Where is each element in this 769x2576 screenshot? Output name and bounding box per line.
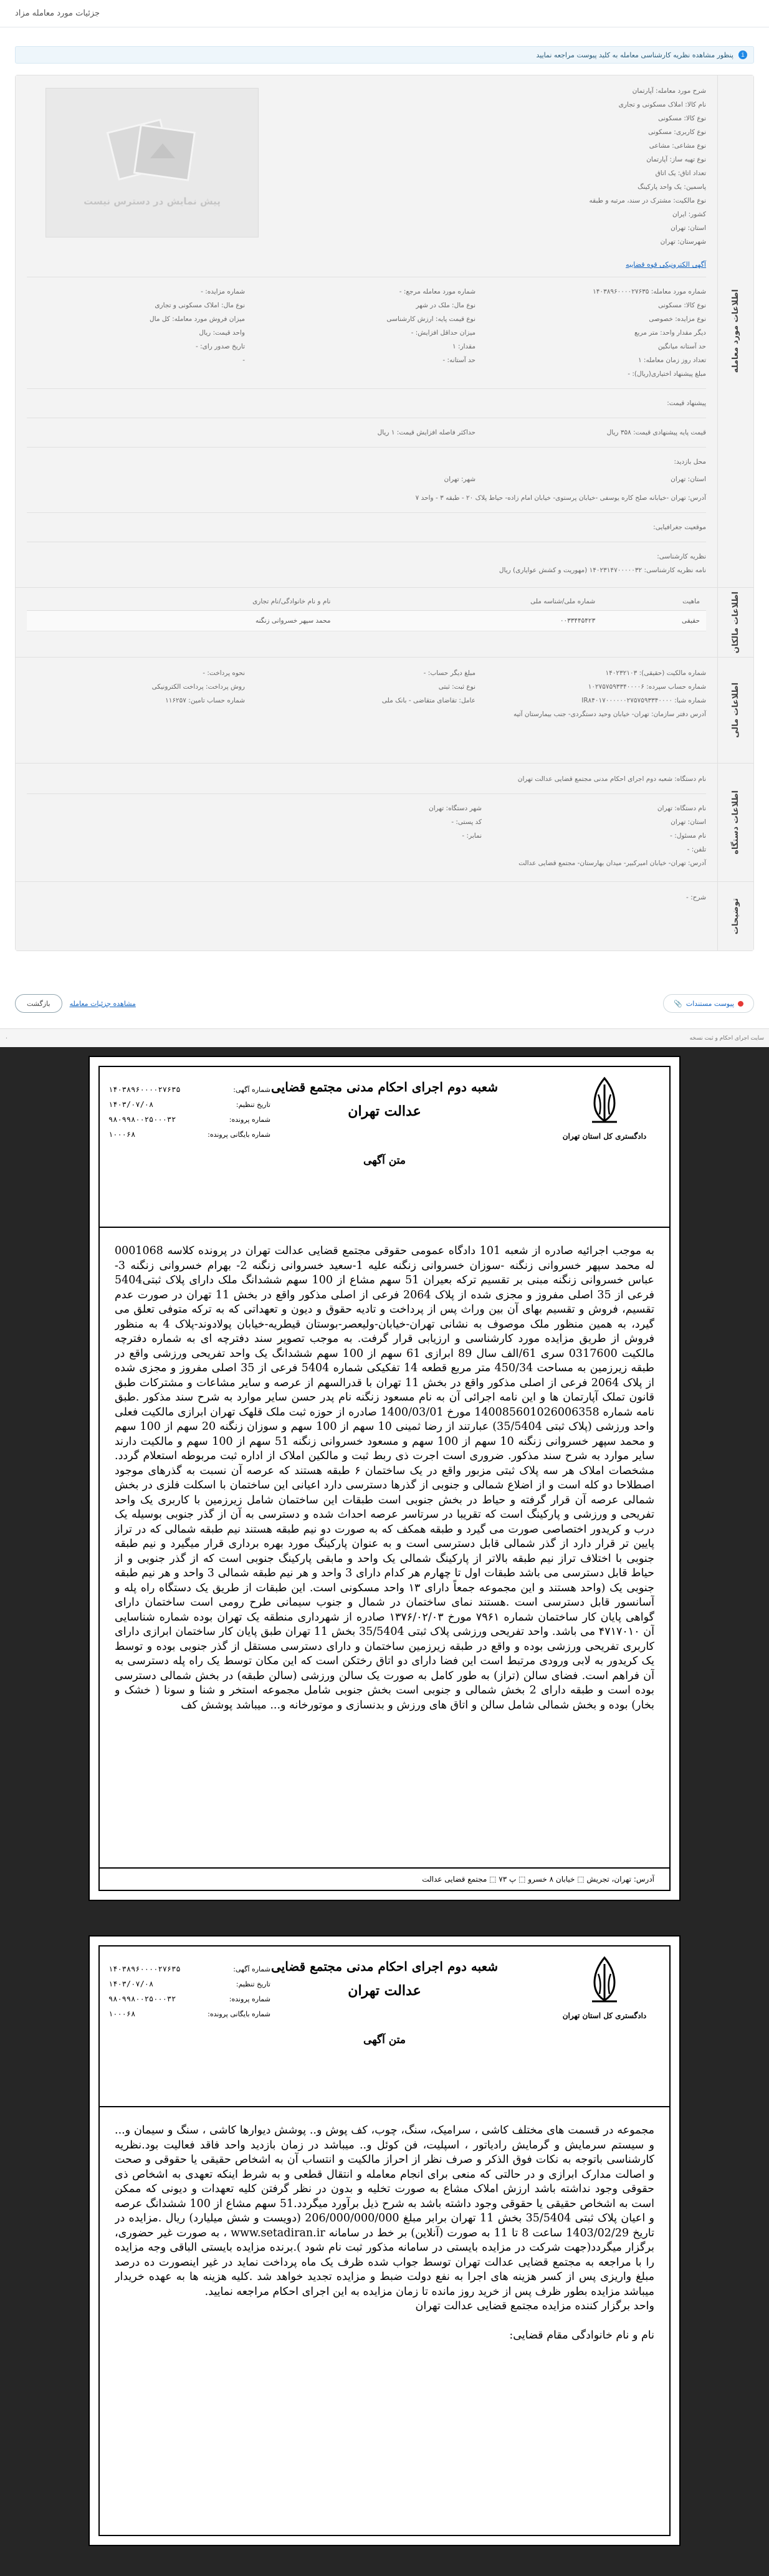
offer-label: پیشنهاد قیمت:	[667, 400, 706, 407]
meta-key: شماره بایگانی پرونده:	[208, 2009, 270, 2018]
judiciary-emblem	[555, 1955, 654, 2020]
document-meta	[108, 1082, 270, 1142]
deal-section-body	[16, 75, 717, 587]
deal-details-page	[0, 0, 769, 1035]
deal-field: واحد قیمت: ریال	[199, 329, 245, 337]
expert-notice-bar	[15, 46, 754, 64]
image-placeholder-icon	[105, 118, 199, 187]
owners-section-label-wrap	[717, 588, 753, 657]
deal-field: مبلغ پیشنهاد اختیاری(ریال): -	[628, 370, 706, 378]
deal-fields-grid	[27, 285, 706, 381]
meta-row	[108, 1976, 270, 1991]
org-field: نام دستگاه: تهران	[657, 805, 706, 812]
owners-section-label: اطلاعات مالکان	[731, 591, 740, 654]
org-section-label-wrap	[717, 764, 753, 881]
finance-field: شماره مالکیت (حقیقی): ۱۴۰۲۳۲۱۰۳	[605, 669, 706, 677]
info-icon: i	[738, 50, 747, 59]
meta-value: ۱۴۰۳۸۹۶۰۰۰۰۲۷۶۳۵	[108, 1965, 181, 1973]
document-title-block	[239, 1076, 530, 1167]
meta-row	[108, 1127, 270, 1142]
deal-field: نوع مال: ملک در شهر	[416, 302, 475, 309]
document-title: متن آگهی	[363, 2034, 406, 2046]
finance-body	[16, 658, 717, 763]
price-grid	[27, 426, 706, 439]
view-deal-details-link[interactable]: مشاهده جزئیات معامله	[69, 999, 136, 1008]
judiciary-emblem	[555, 1076, 654, 1141]
meta-value: ۱۰۰۰۶۸	[108, 1130, 136, 1139]
table-row	[27, 611, 706, 631]
meta-row	[108, 1112, 270, 1127]
meta-key: شماره پرونده:	[229, 1115, 270, 1124]
org-field: تلفن: -	[687, 846, 706, 853]
org-section	[16, 764, 753, 882]
owners-col-name: نام و نام خانوادگی/نام تجاری	[27, 593, 337, 611]
deal-field: نوع مال: املاک مسکونی و تجاری	[155, 302, 245, 309]
notes-section-label: توضیحات	[731, 898, 740, 935]
org-field: استان: تهران	[671, 818, 706, 826]
meta-key: تاریخ تنظیم:	[236, 1980, 270, 1988]
finance-field: شماره شبا: IR۸۴۰۱۷۰۰۰۰۰۰۲۷۵۷۵۹۳۳۴۰۰۰۰	[581, 697, 706, 704]
owners-section	[16, 588, 753, 658]
divider	[27, 793, 706, 794]
finance-section-label-wrap	[717, 658, 753, 763]
ads-link-wrap	[27, 257, 706, 269]
authority-name: شعبه دوم اجرای احکام مدنی مجتمع قضایی	[270, 1080, 499, 1094]
deal-field: تاریخ صدور رای: -	[195, 343, 245, 350]
deal-section-label: اطلاعات مورد معامله	[731, 289, 740, 373]
document-meta	[108, 1961, 270, 2021]
geo-location: موقعیت جغرافیایی:	[653, 524, 706, 531]
deal-section	[16, 75, 753, 588]
court-name: عدالت تهران	[348, 1983, 421, 1999]
details-panel	[15, 75, 754, 951]
footer-left-group	[15, 994, 136, 1013]
property-image-placeholder	[45, 88, 259, 237]
finance-field: روش پرداخت: پرداخت الکترونیکی	[151, 683, 245, 691]
finance-section-label: اطلاعات مالی	[731, 682, 740, 738]
strip-right-text: سایت اجرای احکام و ثبت نسخه	[689, 1035, 764, 1041]
court-name: عدالت تهران	[348, 1103, 421, 1119]
org-address: آدرس: تهران- خیابان امیرکبیر- میدان بهارستان- مجتمع قضایی عدالت	[518, 859, 706, 867]
strip-left-text: ۰	[5, 1035, 8, 1041]
meta-row	[108, 2006, 270, 2021]
property-field: استان: تهران	[671, 224, 706, 232]
owners-col-type: ماهیت	[601, 593, 706, 611]
owners-col-id: شماره ملی/شناسه ملی	[337, 593, 601, 611]
property-field: کشور: ایران	[672, 211, 706, 218]
authority-name: شعبه دوم اجرای احکام مدنی مجتمع قضایی	[270, 1959, 499, 1974]
property-field: نوع مشاعی: مشاعی	[649, 142, 706, 150]
deal-field: میزان فروش مورد معامله: کل مال	[150, 315, 245, 323]
meta-value: ۱۴۰۳/۰۷/۰۸	[108, 1100, 154, 1109]
meta-value: ۹۸۰۹۹۸۰۰۲۵۰۰۰۳۲	[108, 1994, 176, 2003]
top-bar	[0, 0, 769, 27]
court-address: آدرس: تهران، تجریش ⬚ خیابان ۸ خسرو ⬚ پ ۷۳ ⬚ مجتمع قضایی عدالت	[422, 1875, 654, 1884]
expert-file: نامه نظریه کارشناسی: ۱۴۰۲۳۱۴۷۰۰۰۰۰۳۲ (مهوریت و کشش عوایاری) ریال	[499, 567, 706, 574]
notice-body-text: مجموعه در قسمت های مختلف کاشی ، سرامیک، سنگ، چوب، کف پوش و.. پوشش دیوارها کاشی ، سنگ و سیمان و... و سیستم سرمایش و گرمایش رادیاتور ، اسپلیت، فن کوئل و.. میباشد در زمان بازدید واحد فاقد فعالیت بود.نظریه کارشناسی باتوجه به نکات فوق الذکر و صرف نظر از احراز مالکیت و انتساب آن به اشخاص حقیقی یا حقوقی و صحت و اصالت مدارک ابرازی و در حالتی که منعی برای انجام معامله و انتقال قطعی و به شرط اینکه تعهدی به اشخاص ذی حقوقی وجود نداشته باشد ارزش املاک مشاع به صورت تخلیه و بدون در نظر گرفتن کلیه تعهدات و دیونی که ممکن است به اشخاص حقیقی یا حقوقی وجود داشته باشد به شرح ذیل برآورد میگردد.51 سهم مشاع از 100 ششدانگ عرصه و اعیان پلاک ثبتی 35/5404 بخش 11 تهران برابر مبلغ 206/000/000/000 (دویست و شش میلیارد) ریال .مزایده در تاریخ 1403/02/29 ساعت 8 تا 11 به صورت (آنلاین) بر خط در سامانه www.setadiran.ir ، به صورت غیر حضوری، برگزار میگردد(جهت شرکت در مزایده بایستی در سامانه مذکور ثبت نام شود ).برنده مزایده بایستی الباقی وجه مزایده را با مراجعه به مجتمع قضایی عدالت تهران توسط جواب شده ظرف یک ماه پرداخت نماید در غیر اینصورت ده درصد مبلغ واریزی پس از کسر هزینه های اجرا به نفع دولت ضبط و مزایده تجدید خواهد شد .کلیه هزینه ها به عهده خریدار میباشد مزایده بطور ظرف پس از خرید روز مانده تا زمان مزایده به این اجرای احکام مراجعه نمایید. واحد برگزار کننده مزایده مجتمع قضایی عدالت تهران نام و نام خانوادگی مقام قضایی:	[115, 2124, 654, 2342]
owners-body	[16, 588, 717, 657]
increment: حداکثر فاصله افزایش قیمت: ۱ ریال	[377, 429, 475, 436]
property-fields	[332, 84, 706, 249]
meta-row	[108, 1082, 270, 1097]
document-viewer[interactable]	[0, 1047, 769, 2576]
alert-badge-icon	[738, 1001, 743, 1007]
judicial-ads-link[interactable]: آگهی الکترونیکی قوه قضاییه	[626, 261, 706, 269]
notes-body	[16, 882, 717, 950]
finance-field: مبلغ دیگر حساب: -	[423, 669, 475, 677]
notice-text: پنظور مشاهده نظریه کارشناسی معامله به کلید پیوست مراجعه نمایید	[536, 50, 733, 59]
meta-key: تاریخ تنظیم:	[236, 1100, 270, 1109]
meta-value: ۱۰۰۰۶۸	[108, 2009, 136, 2018]
deal-field: حد آستانه: -	[442, 357, 475, 364]
document-title-block	[239, 1955, 530, 2046]
divider	[27, 512, 706, 513]
deal-field: تعداد روز زمان معامله: ۱	[638, 357, 706, 364]
property-field: تعداد اتاق: یک اتاق	[655, 170, 706, 177]
expert-opinion: نظریه کارشناسی:	[657, 553, 706, 560]
meta-key: شماره آگهی:	[233, 1965, 270, 1973]
notice-body-text: به موجب اجرائیه صادره از شعبه 101 دادگاه عمومی حقوقی مجتمع قضایی عدالت تهران در پرونده کلاسه 0001068 له محمد سپهر خسروانی زنگنه -سوزان خسروانی زنگنه علیه 1-سعید خسروانی زنگنه 2- بهرام خسروانی زنگنه 3- عباس خسروانی زنگنه مبنی بر تقسیم ترکه بعیران 51 سهم مشاع از 100 سهم ششدانگ ملک دارای پلاک ثبتی5404 فرعی از 35 اصلی مفروز و مجزی شده از پلاک 2064 فرعی از اصلی مذکور واقع در بخش 11 تهران در صورت عدم تقسیم، فروش و تقسیم بهای آن بین وراث پس از پرداخت و تادیه حقوق و دیون و تعهداتی که به ترکه متوفی تعلق می گیرد، به همین منظور ملک موصوف به نشانی تهران-خیابان-ولیعصر-بوستان قیطریه-خیابان پولادوند-پلاک 4 به منظور فروش از طریق مزایده مورد کارشناسی و ارزیابی قرار گرفت. به موجب تصویر سند دفترچه ای به شماره دفترچه مالکیت 0317600 سری 61/الف سال 89 ابرازی 61 سهم از 100 سهم ششدانگ یک واحد تفریحی ورزشی واقع در طبقه زیرزمین به مساحت 450/34 متر مربع قطعه 14 تفکیکی شماره 5404 فرعی از 35 اصلی مفروز و مجزی شده از پلاک 2064 فرعی از اصلی مذکور واقع در بخش 11 تهران با قدرالسهم از عرصه و سایر مشاعات و مشترکات طبق قانون تملک آپارتمان ها و این نامه اجرائی آن به نام مسعود زنگنه نام پدر حسن سایر موارد به شرح سند مذکور .طبق نامه شماره 140085601026006358 مورخ 1400/03/01 صادره از حوزه ثبت ملک قلهک تهران ابرازی مالکیت فعلی واحد ورزشی (پلاک ثبتی 35/5404) عبارتند از رضا ثمینی 10 سهم از 100 سهم و سوزان زنگنه 20 سهم از 100 سهم و محمد سپهر خسروانی زنگنه 10 سهم از 100 سهم و مسعود خسروانی زنگنه 51 سهم از 100 سهم و مالکیت دارند سایر موارد به شرح سند مذکور. ضروری است اجرت ذی ربط ثبت و مالکین املاک از اداره ثبت مربوطه استعلام گردد. مشخصات املاک هر سه پلاک ثبتی مزبور واقع در یک ساختمان ۶ طبقه هستند که عرصه آن نسبت به گذرهای موجود اصطلاحا دو کله است و از اضلاع شمالی و جنوبی از گذرها دسترسی دارد اعیانی این ساختمان با اسکلت فلزی در بخش شمالی عرصه آن قرار گرفته و حیاط در بخش جنوبی است طبقات این ساختمان شامل زیرزمین با کاربری یک واحد تفریحی و ورزشی و پارکینگ است که تقریبا در سرتاسر عرصه احداث شده و دسترسی به آن از گذر جنوبی بوسیله یک درب و کریدور اختصاصی صورت می گیرد و طبقه همکف که به صورت دو نیم طبقه هستند نیم طبقه شمالی که در تراز پایین تر قرار دارد از گذر شمالی قابل دسترسی است و به عنوان پارکینگ مورد بهره برداری قرار میگیرد و نیم طبقه جنوبی با اختلاف تراز نیم طبقه بالاتر از پارکینگ شمالی یک واحد و مابقی پارکینگ جنوبی است که از گذر جنوبی و از حیاط قابل دسترسی می باشد طبقات اول تا چهارم هر کدام دارای 3 واحد و هر نیم طبقه شمالی 3 واحد و هر نیم طبقه جنوبی یک (واحد هستند و این مجموعه جمعاً دارای ۱۳ واحد مسکونی است. این طبقات از طریق یک دستگاه راه پله و آسانسور قابل دسترسی است .هستند نمای ساختمان در شمال و جنوب سیمانی طرح رومی است ساختمان دارای گواهی پایان کار ساختمان شماره ۷۹۶۱ مورخ ۱۳۷۶/۰۲/۰۳ صادره از شهرداری منطقه یک تهران بوده شماره شناسایی آن ۴۷۱۷۰۱۰ می باشد. واحد تفریحی ورزشی پلاک ثبتی 35/5404 بخش 11 تهران طبق پایان کار ساختمان ابرازی دارای کاربری تفریحی ورزشی بوده و واقع در طبقه زیرزمین ساختمان و دارای دسترسی مستقل از گذر جنوبی بوده و توسط یک کریدور به لابی ورودی مرتبط است این فضا دارای دو اتاق رختکن است که این مکان توسط یک راه پله دسترسی به آن فراهم است. فضای سالن (تراز) به طور کامل به صورت یک سالن ورزشی (سالن طبقه) در بخش شمالی دسترسی بوده است و طبقه دارای 2 بخش شمالی و جنوبی است بخش جنوبی شامل مجموعه استخر و شنا و سونا ( خشک و بخار) بوده و بخش شمالی شامل سالن و اتاق های ورزش و بدنسازی و موتورخانه و... میباشد پوشش کف	[115, 1245, 654, 1712]
deal-field: شماره مورد معامله: ۱۴۰۳۸۹۶۰۰۰۰۲۷۶۳۵	[593, 288, 706, 295]
emblem-icon	[586, 1955, 623, 2005]
notes-section-label-wrap	[717, 882, 753, 950]
page-title: جزئیات مورد معامله مزاد	[15, 9, 100, 18]
notice-document-2	[88, 1935, 681, 2546]
property-field: نام کالا: املاک مسکونی و تجاری	[618, 101, 706, 108]
deal-field: نوع قیمت پایه: ارزش کارشناسی	[386, 315, 475, 323]
deal-col-3	[27, 285, 245, 381]
org-field: نام مسئول: -	[670, 832, 706, 840]
meta-key: شماره پرونده:	[229, 1994, 270, 2003]
property-field: پاسمین: یک واحد پارکینگ	[638, 183, 706, 191]
section-sub-label: محل بازدید:	[674, 458, 706, 466]
property-field: نوع تهیه ساز: آپارتمان	[646, 156, 706, 163]
property-field: نوع کاربری: مسکونی	[648, 128, 706, 136]
notice-document-1	[88, 1056, 681, 1901]
finance-field: نوع ثبت: ثبتی	[438, 683, 475, 691]
owner-national-id: ۰۰۳۳۴۴۵۴۲۳	[337, 611, 601, 631]
deal-field: مقدار: ۱	[452, 343, 475, 350]
finance-field: شماره حساب سپرده: ۱۰۲۷۵۷۵۹۳۳۴۰۰۰۰۶	[588, 683, 706, 691]
image-unavailable-caption: پیش نمایش در دسترس نیست	[84, 196, 221, 207]
divider	[27, 388, 706, 389]
owners-table	[27, 593, 706, 631]
city: شهر: تهران	[444, 476, 475, 483]
location-grid	[27, 472, 706, 486]
notes-section	[16, 882, 753, 950]
header-divider	[98, 2106, 671, 2107]
paperclip-icon: 📎	[674, 999, 682, 1008]
emblem-caption: دادگستری کل استان تهران	[562, 1132, 647, 1141]
emblem-caption: دادگستری کل استان تهران	[562, 2011, 647, 2020]
deal-field: حد آستانه میانگین	[657, 343, 706, 350]
document-title: متن آگهی	[363, 1154, 406, 1167]
finance-field: عامل: تقاضای متقاضی - بانک ملی	[381, 697, 475, 704]
finance-field: شماره حساب تامین: ۱۱۶۲۵۷	[165, 697, 245, 704]
meta-value: ۹۸۰۹۹۸۰۰۲۵۰۰۰۳۲	[108, 1115, 176, 1124]
owner-type: حقیقی	[601, 611, 706, 631]
emblem-icon	[586, 1076, 623, 1126]
meta-value: ۱۴۰۳۸۹۶۰۰۰۰۲۷۶۳۵	[108, 1085, 181, 1094]
meta-row	[108, 1991, 270, 2006]
deal-col-1	[488, 285, 706, 381]
meta-key: شماره آگهی:	[233, 1085, 270, 1094]
finance-grid	[27, 666, 706, 707]
org-body	[16, 764, 717, 881]
footer-divider	[98, 1867, 671, 1869]
document-header	[108, 1955, 661, 2099]
meta-row	[108, 1961, 270, 1976]
deal-field: میزان حداقل افزایش: -	[411, 329, 475, 337]
document-header	[108, 1076, 661, 1219]
footer-actions	[15, 991, 754, 1016]
attachments-label: پیوست مستندات	[685, 999, 734, 1008]
org-field: کد پستی: -	[451, 818, 482, 826]
property-field: شهرستان: تهران	[660, 238, 706, 246]
deal-field: نوع مزایده: خصوصی	[649, 315, 706, 323]
org-section-label: اطلاعات دستگاه	[731, 790, 740, 855]
deal-field: دیگر مقدار واحد: متر مربع	[634, 329, 706, 337]
header-divider	[98, 1227, 671, 1228]
org-field: شهر دستگاه: تهران	[429, 805, 482, 812]
deal-col-2	[257, 285, 475, 381]
status-strip	[0, 1028, 769, 1047]
notes-text: شرح: -	[685, 894, 706, 901]
meta-value: ۱۴۰۳/۰۷/۰۸	[108, 1980, 154, 1988]
org-title: نام دستگاه: شعبه دوم اجرای احکام مدنی مجتمع قضایی عدالت تهران	[517, 775, 706, 783]
finance-address: آدرس دفتر سازمان: تهران- خیابان وحید دستگردی- جنب بیمارستان آتیه	[513, 711, 706, 718]
property-address: آدرس: تهران -خیابانه صلح کاره یوسفی -خیابان پرستوی- خیابان امام زاده- حیاط پلاک ۲۰ - طبقه ۳ - واحد ۷	[415, 494, 706, 502]
finance-section	[16, 658, 753, 764]
property-field: شرح مورد معامله: آپارتمان	[632, 87, 706, 95]
owner-name: محمد سپهر خسروانی زنگنه	[27, 611, 337, 631]
base-price: قیمت پایه پیشنهادی قیمت: ۳۵۸ ریال	[606, 429, 706, 436]
meta-key: شماره بایگانی پرونده:	[208, 1130, 270, 1139]
deal-section-label-wrap	[717, 75, 753, 587]
deal-field: شماره مزایده: -	[201, 288, 245, 295]
property-field: نوع مالکیت: مشترک در سند، مرتبه و طبقه	[589, 197, 706, 204]
deal-field: نوع کالا: مسکونی	[658, 302, 706, 309]
finance-field: نحوه پرداخت: -	[203, 669, 245, 677]
deal-field: -	[242, 357, 245, 364]
property-field: نوع کالا: مسکونی	[658, 115, 706, 122]
back-button[interactable]: بازگشت	[15, 994, 62, 1013]
meta-row	[108, 1097, 270, 1112]
province: استان: تهران	[671, 476, 706, 483]
divider	[27, 447, 706, 448]
org-grid	[270, 802, 706, 856]
org-field: نمابر: -	[462, 832, 482, 840]
attachments-button[interactable]	[663, 994, 754, 1013]
deal-field: شماره مورد معامله مرجع: -	[399, 288, 475, 295]
